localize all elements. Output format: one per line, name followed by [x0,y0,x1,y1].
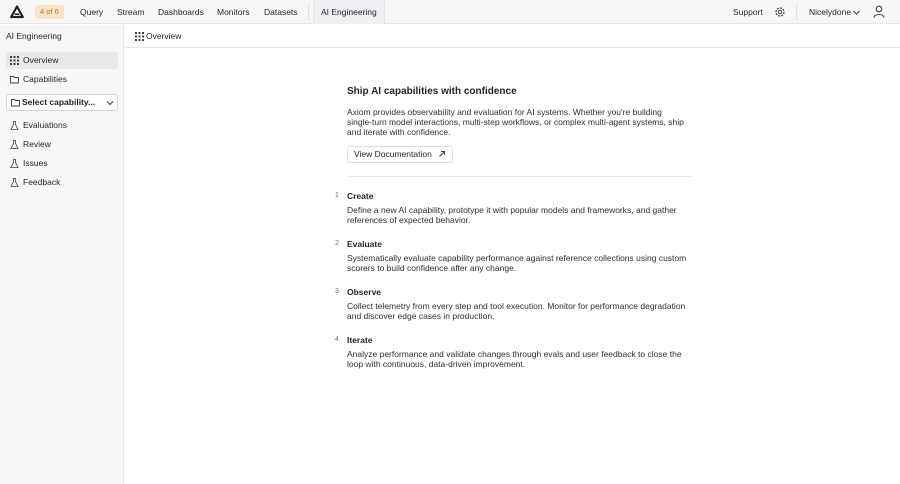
section-divider [347,176,692,177]
sidebar-item-label: Review [23,139,51,149]
step-title: Create [347,191,374,201]
view-documentation-button[interactable] [347,146,453,163]
view-documentation-label: View Documentation [354,149,432,160]
step-title: Observe [347,287,382,297]
folder-icon [11,98,20,107]
sidebar-item-label: Feedback [23,177,61,187]
nav-datasets[interactable]: Datasets [264,7,298,17]
user-divider [796,4,797,20]
progress-badge[interactable]: 4 of 6 [35,5,64,19]
nav-divider [308,4,309,20]
step-description: Define a new AI capability, prototype it with popular models and frameworks, and gather references of expected behavior. [347,205,677,225]
step-number: 4 [335,336,339,343]
page-description: Axiom provides observability and evaluation for AI systems. Whether you're building single-turn model interactions, multi-step workflows, or complex multi-agent systems, ship and iterate with confidence. [347,107,684,137]
overview-content [347,85,692,177]
sidebar-item-label: Overview [23,55,59,65]
step-number: 2 [335,240,339,247]
step-description: Collect telemetry from every step and tool execution. Monitor for performance degradation and discover edge cases in production. [347,301,686,321]
breadcrumb-overview[interactable]: Overview [146,31,182,41]
person-icon[interactable] [873,5,885,18]
top-bar [0,0,900,24]
step-number: 1 [335,192,339,199]
breadcrumb [125,25,900,48]
step-number: 3 [335,288,339,295]
sidebar-title: AI Engineering [6,31,62,41]
nav-query[interactable]: Query [80,7,104,17]
folder-icon [10,75,19,84]
flask-icon [10,159,19,168]
list-item [335,191,692,226]
sidebar-item-label: Issues [23,158,48,168]
list-item [335,287,692,322]
step-description: Systematically evaluate capability performance against reference collections using custom scorers to build confidence after any change. [347,253,687,273]
grid-icon [135,32,144,41]
sidebar-item-label: Capabilities [23,74,67,84]
step-title: Iterate [347,335,373,345]
sidebar-item-issues[interactable] [6,155,118,172]
sidebar [0,25,124,484]
sidebar-item-overview[interactable] [6,52,118,69]
grid-icon [10,56,19,65]
support-link[interactable]: Support [733,7,763,17]
user-menu-name[interactable]: Nicelydone [809,7,852,17]
flask-icon [10,121,19,130]
axiom-logo-icon[interactable] [10,5,24,19]
flask-icon [10,178,19,187]
sidebar-item-evaluations[interactable] [6,117,118,134]
chevron-down-icon [106,99,114,107]
sidebar-item-capabilities[interactable] [6,71,118,88]
nav-stream[interactable]: Stream [117,7,145,17]
select-capability-label: Select capability... [22,97,96,107]
nav-ai-engineering[interactable]: AI Engineering [313,0,385,24]
step-description: Analyze performance and validate changes through evals and user feedback to close the loop with continuous, data-driven improvement. [347,349,682,369]
flask-icon [10,140,19,149]
gear-icon[interactable] [774,6,786,18]
sidebar-item-review[interactable] [6,136,118,153]
list-item [335,239,692,274]
sidebar-item-feedback[interactable] [6,174,118,191]
step-title: Evaluate [347,239,382,249]
external-link-icon [438,150,446,158]
nav-dashboards[interactable]: Dashboards [158,7,204,17]
page-title: Ship AI capabilities with confidence [347,86,517,97]
select-capability-dropdown[interactable] [6,94,118,111]
sidebar-item-label: Evaluations [23,120,67,130]
chevron-down-icon[interactable] [852,8,861,17]
list-item [335,335,692,370]
nav-monitors[interactable]: Monitors [217,7,250,17]
